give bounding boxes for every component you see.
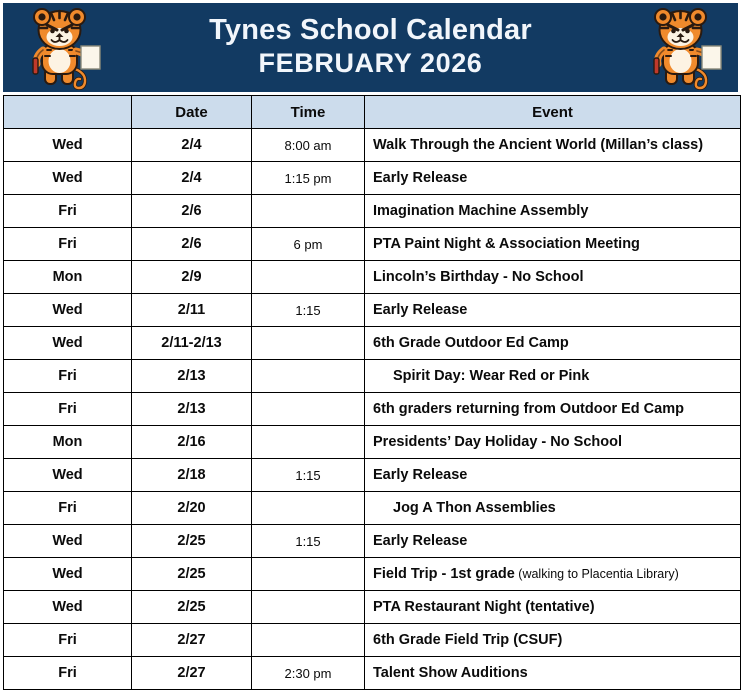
cell-event [365, 261, 741, 294]
column-header-time: Time [252, 96, 365, 129]
table-row [4, 261, 741, 294]
event-title: Jog A Thon Assemblies [393, 500, 556, 516]
cell-event [365, 492, 741, 525]
cell-date: 2/11 [132, 294, 252, 327]
table-row [4, 294, 741, 327]
table-row [4, 657, 741, 690]
cell-event [365, 228, 741, 261]
event-title: Imagination Machine Assembly [373, 203, 589, 219]
event-title: Presidents’ Day Holiday - No School [373, 434, 622, 450]
column-header-day [4, 96, 132, 129]
tiger-mascot-icon-left [17, 6, 103, 90]
cell-date: 2/25 [132, 525, 252, 558]
cell-event [365, 624, 741, 657]
cell-event [365, 393, 741, 426]
cell-day: Fri [4, 492, 132, 525]
cell-day: Wed [4, 162, 132, 195]
cell-date: 2/13 [132, 360, 252, 393]
cell-date: 2/11-2/13 [132, 327, 252, 360]
cell-day: Fri [4, 228, 132, 261]
banner-titles [103, 15, 638, 81]
table-row [4, 360, 741, 393]
cell-date: 2/9 [132, 261, 252, 294]
cell-date: 2/4 [132, 129, 252, 162]
cell-date: 2/4 [132, 162, 252, 195]
cell-time [252, 195, 365, 228]
cell-day: Wed [4, 558, 132, 591]
event-title: PTA Paint Night & Association Meeting [373, 236, 640, 252]
cell-day: Mon [4, 426, 132, 459]
cell-date: 2/25 [132, 591, 252, 624]
event-title: Early Release [373, 533, 468, 549]
cell-day: Fri [4, 195, 132, 228]
cell-day: Fri [4, 657, 132, 690]
cell-time [252, 261, 365, 294]
cell-date: 2/13 [132, 393, 252, 426]
cell-date: 2/27 [132, 657, 252, 690]
table-header-row [4, 96, 741, 129]
event-title: Early Release [373, 170, 468, 186]
cell-day: Mon [4, 261, 132, 294]
cell-event [365, 327, 741, 360]
event-title: 6th Grade Outdoor Ed Camp [373, 335, 569, 351]
table-row [4, 393, 741, 426]
event-title: Talent Show Auditions [373, 665, 528, 681]
event-title: Field Trip - 1st grade [373, 566, 515, 582]
cell-day: Fri [4, 624, 132, 657]
cell-date: 2/25 [132, 558, 252, 591]
cell-date: 2/20 [132, 492, 252, 525]
event-title: Spirit Day: Wear Red or Pink [393, 368, 590, 384]
tiger-mascot-icon-right [638, 6, 724, 90]
cell-time: 1:15 [252, 294, 365, 327]
table-row [4, 162, 741, 195]
cell-event [365, 162, 741, 195]
event-title: PTA Restaurant Night (tentative) [373, 599, 595, 615]
table-row [4, 591, 741, 624]
cell-day: Wed [4, 459, 132, 492]
table-row [4, 492, 741, 525]
cell-day: Fri [4, 360, 132, 393]
calendar-banner [3, 3, 738, 92]
table-row [4, 327, 741, 360]
cell-event [365, 129, 741, 162]
cell-time: 6 pm [252, 228, 365, 261]
column-header-date: Date [132, 96, 252, 129]
page-subtitle: FEBRUARY 2026 [258, 48, 483, 79]
cell-time [252, 360, 365, 393]
cell-day: Wed [4, 327, 132, 360]
cell-event [365, 360, 741, 393]
cell-event [365, 525, 741, 558]
cell-time [252, 624, 365, 657]
cell-time: 1:15 [252, 525, 365, 558]
cell-day: Wed [4, 294, 132, 327]
cell-event [365, 459, 741, 492]
cell-day: Wed [4, 525, 132, 558]
cell-time [252, 426, 365, 459]
cell-time: 2:30 pm [252, 657, 365, 690]
cell-time [252, 591, 365, 624]
column-header-event: Event [365, 96, 741, 129]
cell-time [252, 393, 365, 426]
table-row [4, 525, 741, 558]
event-title: Walk Through the Ancient World (Millan’s class) [373, 137, 704, 153]
cell-time [252, 558, 365, 591]
event-title: Early Release [373, 467, 468, 483]
event-title: 6th Grade Field Trip (CSUF) [373, 632, 563, 648]
table-row [4, 129, 741, 162]
table-row [4, 426, 741, 459]
cell-date: 2/27 [132, 624, 252, 657]
cell-event [365, 558, 741, 591]
table-row [4, 459, 741, 492]
table-row [4, 195, 741, 228]
event-title: Lincoln’s Birthday - No School [373, 269, 584, 285]
table-row [4, 558, 741, 591]
event-title: 6th graders returning from Outdoor Ed Camp [373, 401, 684, 417]
cell-date: 2/6 [132, 195, 252, 228]
cell-time: 1:15 [252, 459, 365, 492]
cell-date: 2/18 [132, 459, 252, 492]
table-row [4, 624, 741, 657]
cell-day: Wed [4, 591, 132, 624]
cell-event [365, 294, 741, 327]
calendar-table [3, 95, 741, 690]
cell-time: 8:00 am [252, 129, 365, 162]
calendar-table-body [4, 129, 741, 690]
cell-time [252, 327, 365, 360]
cell-date: 2/16 [132, 426, 252, 459]
cell-date: 2/6 [132, 228, 252, 261]
cell-event [365, 426, 741, 459]
cell-time: 1:15 pm [252, 162, 365, 195]
event-note: (walking to Placentia Library) [514, 567, 679, 581]
page-title: Tynes School Calendar [209, 13, 532, 46]
cell-event [365, 591, 741, 624]
cell-event [365, 195, 741, 228]
event-title: Early Release [373, 302, 468, 318]
cell-time [252, 492, 365, 525]
cell-day: Fri [4, 393, 132, 426]
cell-day: Wed [4, 129, 132, 162]
cell-event [365, 657, 741, 690]
table-row [4, 228, 741, 261]
